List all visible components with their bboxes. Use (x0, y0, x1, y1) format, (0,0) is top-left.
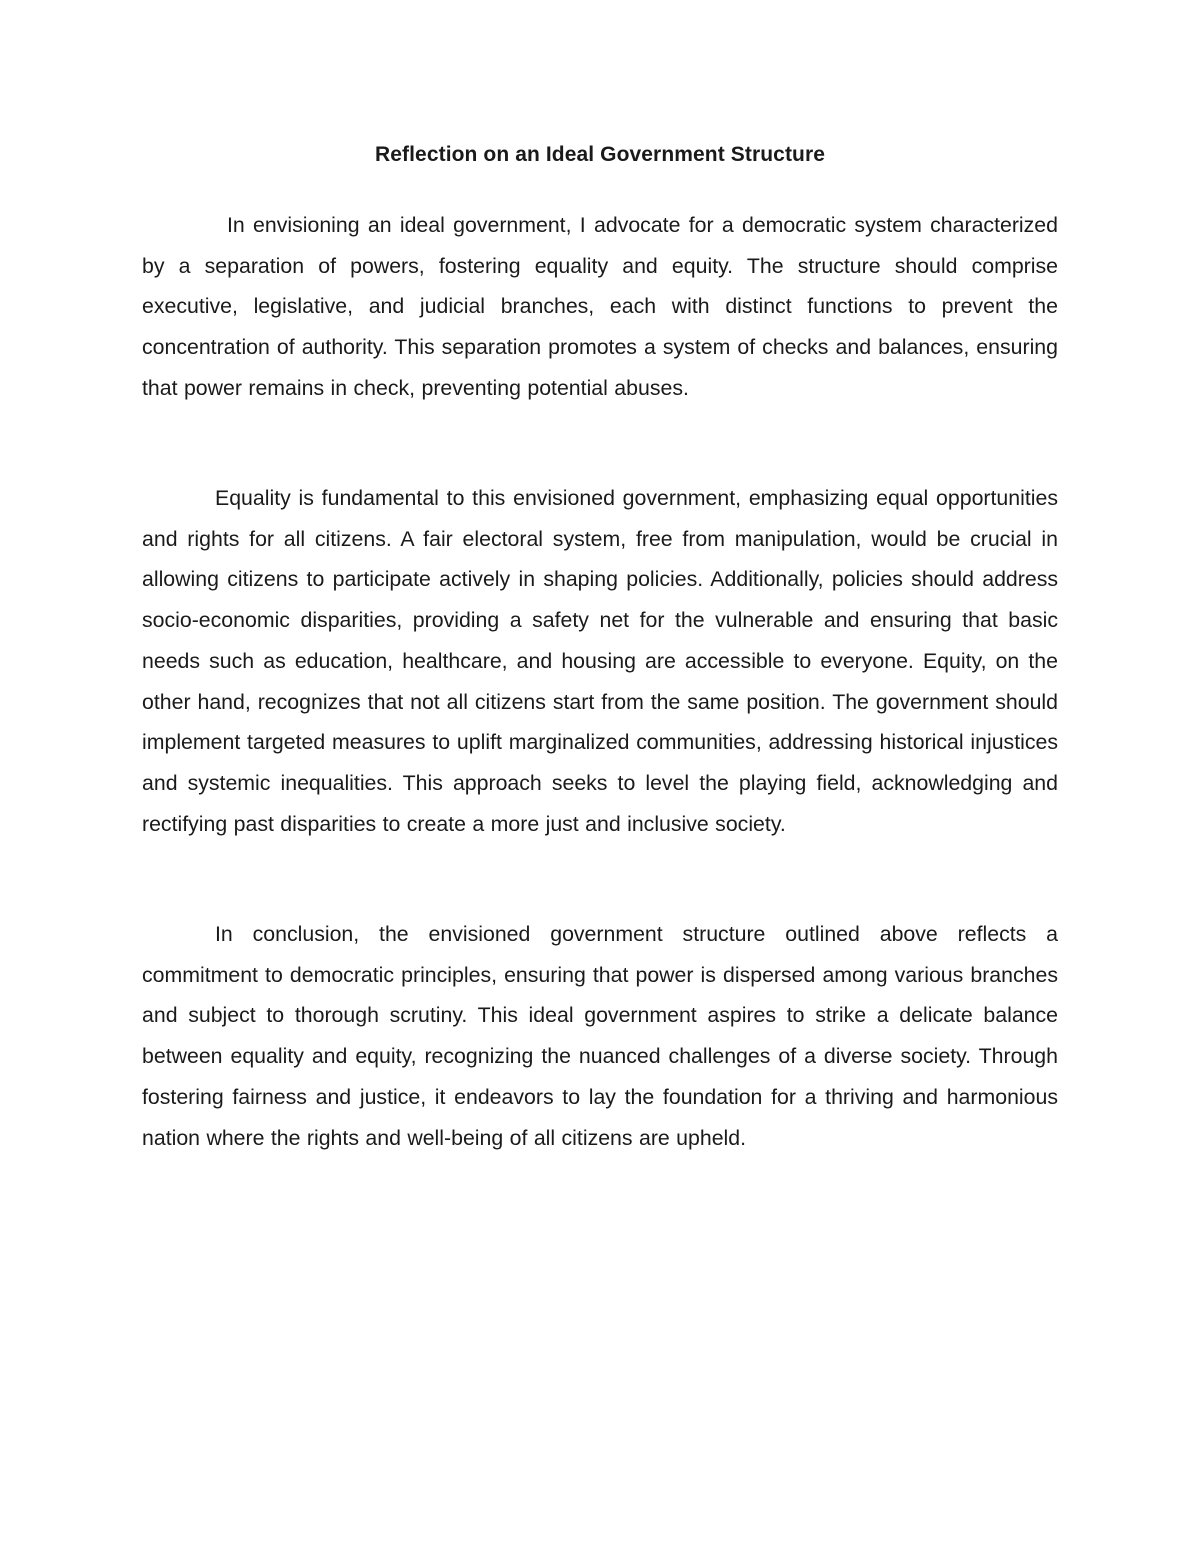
paragraph-conclusion: In conclusion, the envisioned government structure outlined above reflects a commitment to democratic principles, ensuring that power is dispersed among various branches and subject to thorough scrutiny. This ideal government aspires to strike a delicate balance between equality and equity, recognizing the nuanced challenges of a diverse society. Through fostering fairness and justice, it endeavors to lay the foundation for a thriving and harmonious nation where the rights and well-being of all citizens are upheld. (142, 922, 1058, 1150)
paragraph-equality-equity: Equality is fundamental to this envisioned government, emphasizing equal opportunities and rights for all citizens. A fair electoral system, free from manipulation, would be crucial in allowing citizens to participate actively in shaping policies. Additionally, policies should address socio-economic disparities, providing a safety net for the vulnerable and ensuring that basic needs such as education, healthcare, and housing are accessible to everyone. Equity, on the other hand, recognizes that not all citizens start from the same position. The government should implement targeted measures to uplift marginalized communities, addressing historical injustices and systemic inequalities. This approach seeks to level the playing field, acknowledging and rectifying past disparities to create a more just and inclusive society. (142, 486, 1058, 836)
document-title: Reflection on an Ideal Government Structure (374, 143, 826, 166)
paragraph-introduction: In envisioning an ideal government, I advocate for a democratic system characterized by a separation of powers, fostering equality and equity. The structure should comprise executive, legislative, and judicial branches, each with distinct functions to prevent the concentration of authority. This separation promotes a system of checks and balances, ensuring that power remains in check, preventing potential abuses. (142, 213, 1058, 400)
